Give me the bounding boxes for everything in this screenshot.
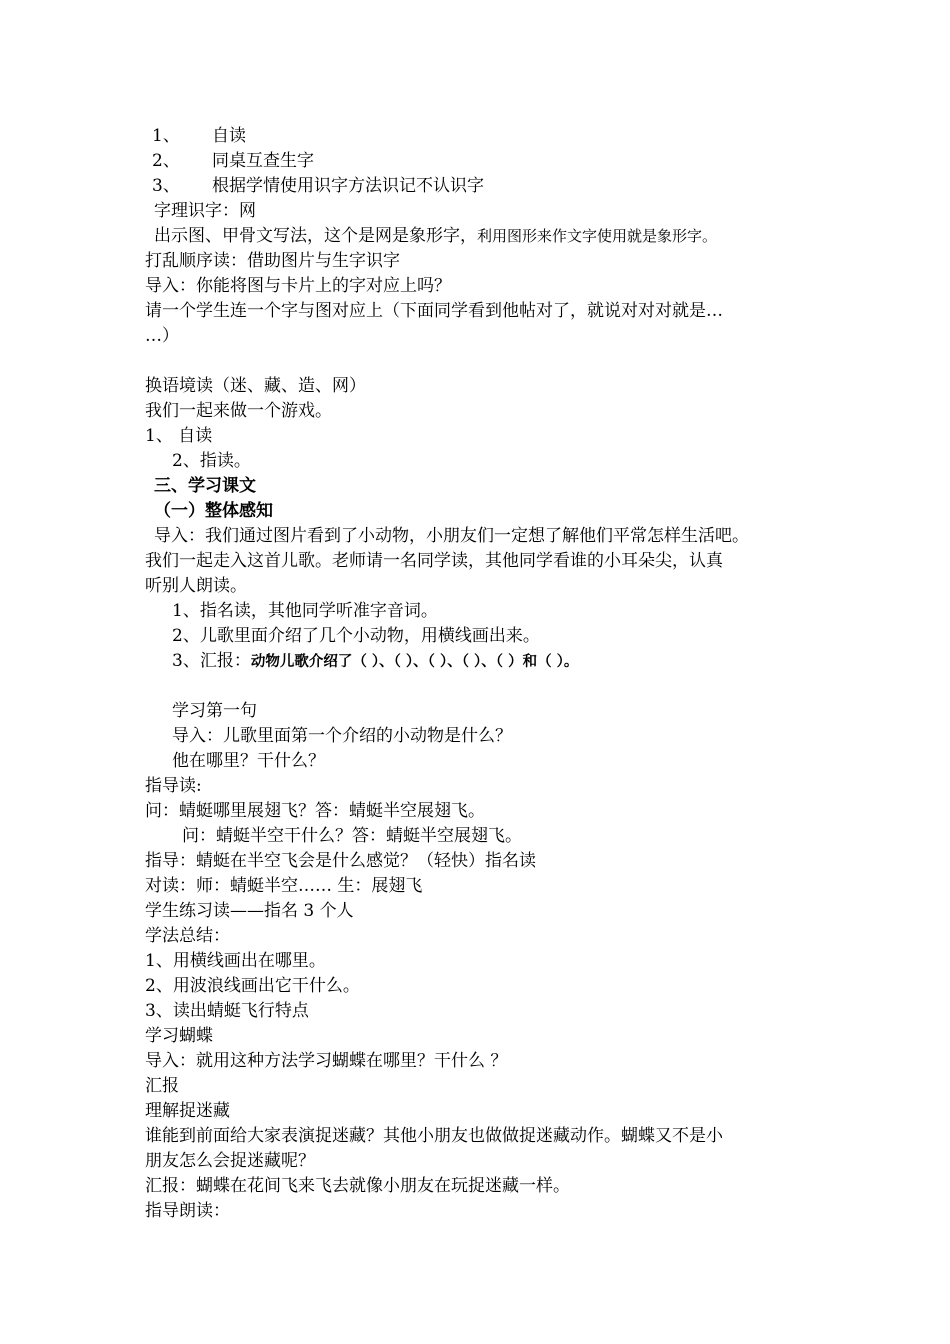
step-item	[172, 649, 578, 675]
text-line: 换语境读（迷、藏、造、网）	[145, 376, 366, 396]
list-item	[152, 149, 314, 174]
text-segment: 出示图、甲骨文写法，这个是网是象形字，	[154, 226, 477, 246]
step-item: 2、儿歌里面介绍了几个小动物，用横线画出来。	[172, 626, 540, 646]
list-number: 3、	[152, 176, 180, 196]
list-item	[152, 174, 484, 199]
text-line: 导入：儿歌里面第一个介绍的小动物是什么？	[172, 726, 512, 746]
paragraph-line: 我们一起走入这首儿歌。老师请一名同学读，其他同学看谁的小耳朵尖，认真	[145, 551, 723, 571]
list-item: 1、用横线画出在哪里。	[145, 951, 326, 971]
list-text: 自读	[212, 126, 246, 146]
text-line: 汇报：蝴蝶在花间飞来飞去就像小朋友在玩捉迷藏一样。	[145, 1176, 570, 1196]
list-item	[152, 124, 246, 149]
paragraph-line: 导入：我们通过图片看到了小动物，小朋友们一定想了解他们平常怎样生活吧。	[154, 526, 749, 546]
list-number: 2、	[152, 151, 180, 171]
text-line: 导入：就用这种方法学习蝴蝶在哪里？干什么 ？	[145, 1051, 508, 1071]
text-segment-small: 利用图形来作文字使用就是象形字。	[477, 227, 718, 245]
text-line: 汇报	[145, 1076, 179, 1096]
section-heading: 三、学习课文	[154, 476, 256, 496]
text-line: 打乱顺序读：借助图片与生字识字	[145, 251, 400, 271]
list-number: 1、	[152, 126, 180, 146]
text-line: 学习蝴蝶	[145, 1026, 213, 1046]
text-line: 指导朗读：	[145, 1201, 230, 1221]
text-line: 他在哪里？干什么？	[172, 751, 325, 771]
step-label: 3、汇报：	[172, 651, 251, 671]
text-line	[154, 224, 717, 249]
text-line: 学生练习读——指名 3 个人	[145, 901, 354, 921]
text-line: 问：蜻蜓哪里展翅飞？答：蜻蜓半空展翅飞。	[145, 801, 485, 821]
step-item: 1、指名读，其他同学听准字音词。	[172, 601, 438, 621]
paragraph-line: 朋友怎么会捉迷藏呢？	[145, 1151, 315, 1171]
text-line: 请一个学生连一个字与图对应上（下面同学看到他帖对了，就说对对对就是…	[145, 301, 723, 321]
text-line: 指导读:	[145, 776, 202, 796]
text-line: 对读：师：蜻蜓半空…… 生：展翅飞	[145, 876, 423, 896]
text-line: 问：蜻蜓半空干什么？答：蜻蜓半空展翅飞。	[182, 826, 522, 846]
text-line: 理解捉迷藏	[145, 1101, 230, 1121]
text-line: …）	[145, 326, 179, 346]
list-text: 根据学情使用识字方法识记不认识字	[212, 176, 484, 196]
paragraph-line: 听别人朗读。	[145, 576, 247, 596]
paragraph-line: 谁能到前面给大家表演捉迷藏？其他小朋友也做做捉迷藏动作。蝴蝶又不是小	[145, 1126, 723, 1146]
text-line: 字理识字：网	[154, 201, 256, 221]
step-fill-blank: 动物儿歌介绍了（ ）、（ ）、（ ）、（ ）、（ ）和（ ）。	[250, 654, 579, 670]
text-line: 2、指读。	[172, 451, 251, 471]
text-line: 导入：你能将图与卡片上的字对应上吗？	[145, 276, 451, 296]
subsection-heading: （一）整体感知	[154, 501, 273, 521]
list-item: 2、用波浪线画出它干什么。	[145, 976, 360, 996]
text-line: 学法总结：	[145, 926, 230, 946]
list-item: 3、读出蜻蜓飞行特点	[145, 1001, 309, 1021]
text-line: 指导：蜻蜓在半空飞会是什么感觉？（轻快）指名读	[145, 851, 536, 871]
list-text: 同桌互查生字	[212, 151, 314, 171]
text-line: 1、 自读	[145, 426, 213, 446]
text-line: 我们一起来做一个游戏。	[145, 401, 332, 421]
text-line: 学习第一句	[172, 701, 257, 721]
